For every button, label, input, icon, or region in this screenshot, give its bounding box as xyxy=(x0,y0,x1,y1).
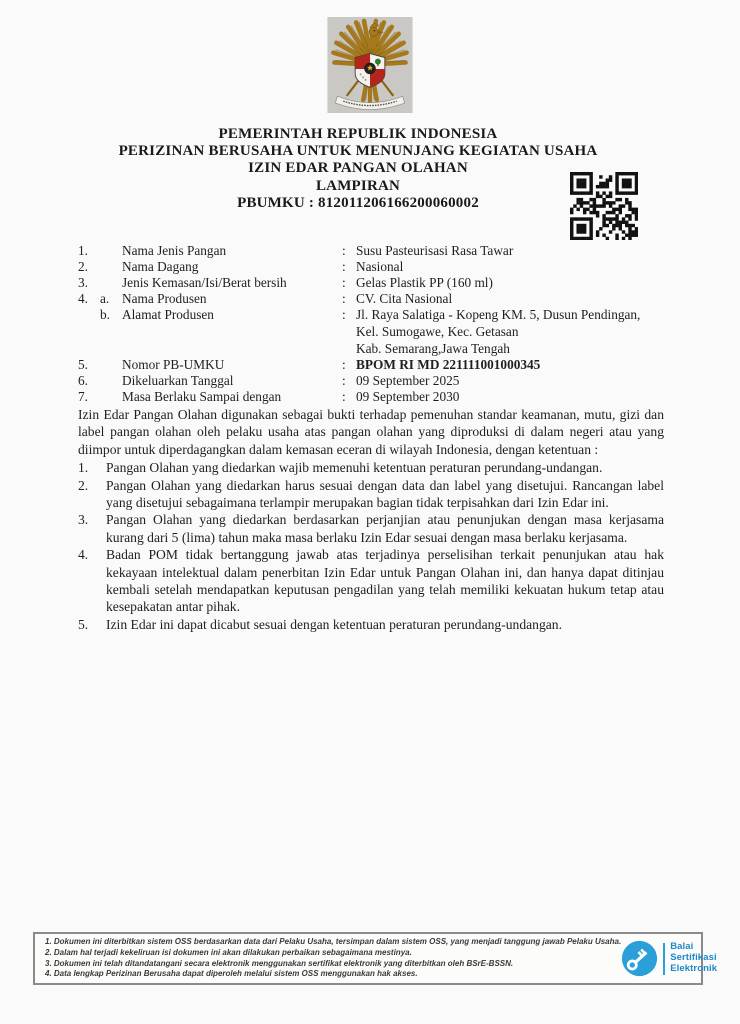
term-number: 4. xyxy=(78,547,89,563)
term-number: 2. xyxy=(78,477,89,493)
header-line-lampiran: LAMPIRAN xyxy=(315,177,401,194)
term-text: Pangan Olahan yang diedarkan harus sesuai dengan data dan label yang disetujui. Rancangan label yang disetujui sebagaimana terlampir merupakan bagian tidak terpisahkan dari Izin Edar ini. xyxy=(106,477,664,511)
header-line-government: PEMERINTAH REPUBLIK INDONESIA xyxy=(218,126,498,142)
term-text: Badan POM tidak bertanggung jawab atas terjadinya perselisihan terkait penunjukan atau hak kekayaan intelektual dalam penerbitan Izin Edar untuk Pangan Olahan ini, dan hanya dapat ditinjau kembali setelah mendapatkan keputusan pengadilan yang telah memiliki kekuatan hukum tetap atau kesepakatan antar pihak. xyxy=(106,547,664,615)
field-value xyxy=(356,307,666,357)
field-subletter xyxy=(100,389,122,405)
field-subletter xyxy=(100,357,122,373)
field-row xyxy=(78,389,666,405)
field-number xyxy=(78,307,100,357)
terms-list xyxy=(78,459,664,633)
header-line-pbumku-number: PBUMKU : 812011206166200060002 xyxy=(237,194,479,211)
bsre-logo-text xyxy=(670,942,717,974)
field-separator: : xyxy=(342,275,346,290)
garuda-icon xyxy=(327,17,413,113)
field-separator: : xyxy=(342,373,346,389)
field-number: 1. xyxy=(78,243,88,258)
field-number: 2. xyxy=(78,259,88,274)
field-label: Alamat Produsen xyxy=(122,307,214,322)
term-text: Pangan Olahan yang diedarkan wajib memenuhi ketentuan peraturan perundang-undangan. xyxy=(106,460,603,476)
field-label: Jenis Kemasan/Isi/Berat bersih xyxy=(122,275,287,290)
field-label: Nama Dagang xyxy=(122,259,199,274)
field-value: Gelas Plastik PP (160 ml) xyxy=(356,275,493,290)
term-text: Izin Edar ini dapat dicabut sesuai dengan ketentuan peraturan perundang-undangan. xyxy=(106,616,562,632)
intro-paragraph: Izin Edar Pangan Olahan digunakan sebagai bukti terhadap pemenuhan standar keamanan, mutu, gizi dan label pangan olahan oleh pelaku usaha atas pangan olahan yang diproduksi di dalam negeri atau yang diimpor untuk diperdagangkan dalam kemasan eceran di wilayah Indonesia, dengan ketentuan : xyxy=(78,407,664,457)
field-value: 09 September 2025 xyxy=(356,373,460,389)
field-separator: : xyxy=(342,291,346,306)
field-row xyxy=(78,291,666,307)
garuda-pancasila-emblem xyxy=(327,17,413,113)
address-line: Kel. Sumogawe, Kec. Getasan xyxy=(356,323,519,339)
field-row xyxy=(78,275,666,291)
field-subletter: a. xyxy=(100,291,110,306)
term-item xyxy=(78,477,664,512)
field-subletter xyxy=(100,275,122,291)
term-number: 1. xyxy=(78,460,89,476)
field-value-bpom-number: BPOM RI MD 221111001000345 xyxy=(356,357,541,373)
footer-notes-box xyxy=(33,932,718,985)
field-row xyxy=(78,373,666,389)
field-value: CV. Cita Nasional xyxy=(356,291,453,306)
field-label: Nomor PB-UMKU xyxy=(122,357,225,373)
field-subletter xyxy=(100,243,122,259)
footer-note: 4. Data lengkap Perizinan Berusaha dapat diperoleh melalui sistem OSS menggunakan hak akses. xyxy=(45,969,418,979)
field-label: Dikeluarkan Tanggal xyxy=(122,373,234,389)
header-line-document-title: IZIN EDAR PANGAN OLAHAN xyxy=(248,160,468,177)
field-number: 3. xyxy=(78,275,88,290)
footer-notes xyxy=(35,937,621,979)
qr-code-icon xyxy=(570,172,638,240)
term-item xyxy=(78,459,664,476)
qr-code xyxy=(570,172,638,240)
field-subletter xyxy=(100,373,122,389)
field-value: Susu Pasteurisasi Rasa Tawar xyxy=(356,243,514,258)
field-value: Nasional xyxy=(356,259,404,274)
field-number: 5. xyxy=(78,357,88,373)
header-line-license-type: PERIZINAN BERUSAHA UNTUK MENUNJANG KEGIATAN USAHA xyxy=(118,143,598,160)
term-item xyxy=(78,616,664,633)
footer-note: 3. Dokumen ini telah ditandatangani secara elektronik menggunakan sertifikat elektronik yang diterbitkan oleh BSrE-BSSN. xyxy=(45,958,514,968)
field-separator: : xyxy=(342,389,346,405)
address-line: Jl. Raya Salatiga - Kopeng KM. 5, Dusun Pendingan, xyxy=(356,307,641,322)
term-item xyxy=(78,511,664,546)
term-number: 5. xyxy=(78,616,89,632)
bsre-logo-line: Balai xyxy=(670,941,694,953)
footer-note: 1. Dokumen ini diterbitkan sistem OSS berdasarkan data dari Pelaku Usaha, tersimpan dalam sistem OSS, yang menjadi tanggung jawab Pelaku Usaha. xyxy=(45,937,622,947)
bsre-key-icon xyxy=(621,940,658,977)
bsre-logo-line: Sertifikasi xyxy=(670,952,717,964)
field-separator: : xyxy=(342,307,346,322)
term-item xyxy=(78,546,664,616)
term-text: Pangan Olahan yang diedarkan berdasarkan perjanjian atau penunjukan dengan masa kerjasama kurang dari 5 (lima) tahun maka masa berlaku Izin Edar sesuai dengan masa berlaku kerjasama. xyxy=(106,512,664,545)
bsre-logo-divider xyxy=(663,943,665,975)
field-separator: : xyxy=(342,259,346,274)
field-label: Nama Jenis Pangan xyxy=(122,243,227,258)
term-number: 3. xyxy=(78,512,89,528)
field-separator: : xyxy=(342,243,346,258)
field-subletter xyxy=(100,259,122,275)
bsre-logo xyxy=(621,940,717,977)
bsre-logo-line: Elektronik xyxy=(670,962,718,974)
field-row xyxy=(78,307,666,357)
field-separator: : xyxy=(342,357,346,373)
field-label: Nama Produsen xyxy=(122,291,207,306)
field-number: 4. xyxy=(78,291,88,306)
field-row xyxy=(78,259,666,275)
field-number: 6. xyxy=(78,373,88,389)
field-value: 09 September 2030 xyxy=(356,389,460,405)
field-row xyxy=(78,357,666,373)
field-row xyxy=(78,243,666,259)
footer-note: 2. Dalam hal terjadi kekeliruan isi dokumen ini akan dilakukan perbaikan sebagaimana mestinya. xyxy=(45,947,412,957)
field-subletter: b. xyxy=(100,307,110,322)
address-line: Kab. Semarang,Jawa Tengah xyxy=(356,340,510,356)
field-label: Masa Berlaku Sampai dengan xyxy=(122,389,282,405)
terms-section xyxy=(78,406,664,633)
fields-list xyxy=(78,243,666,405)
field-number: 7. xyxy=(78,389,88,405)
